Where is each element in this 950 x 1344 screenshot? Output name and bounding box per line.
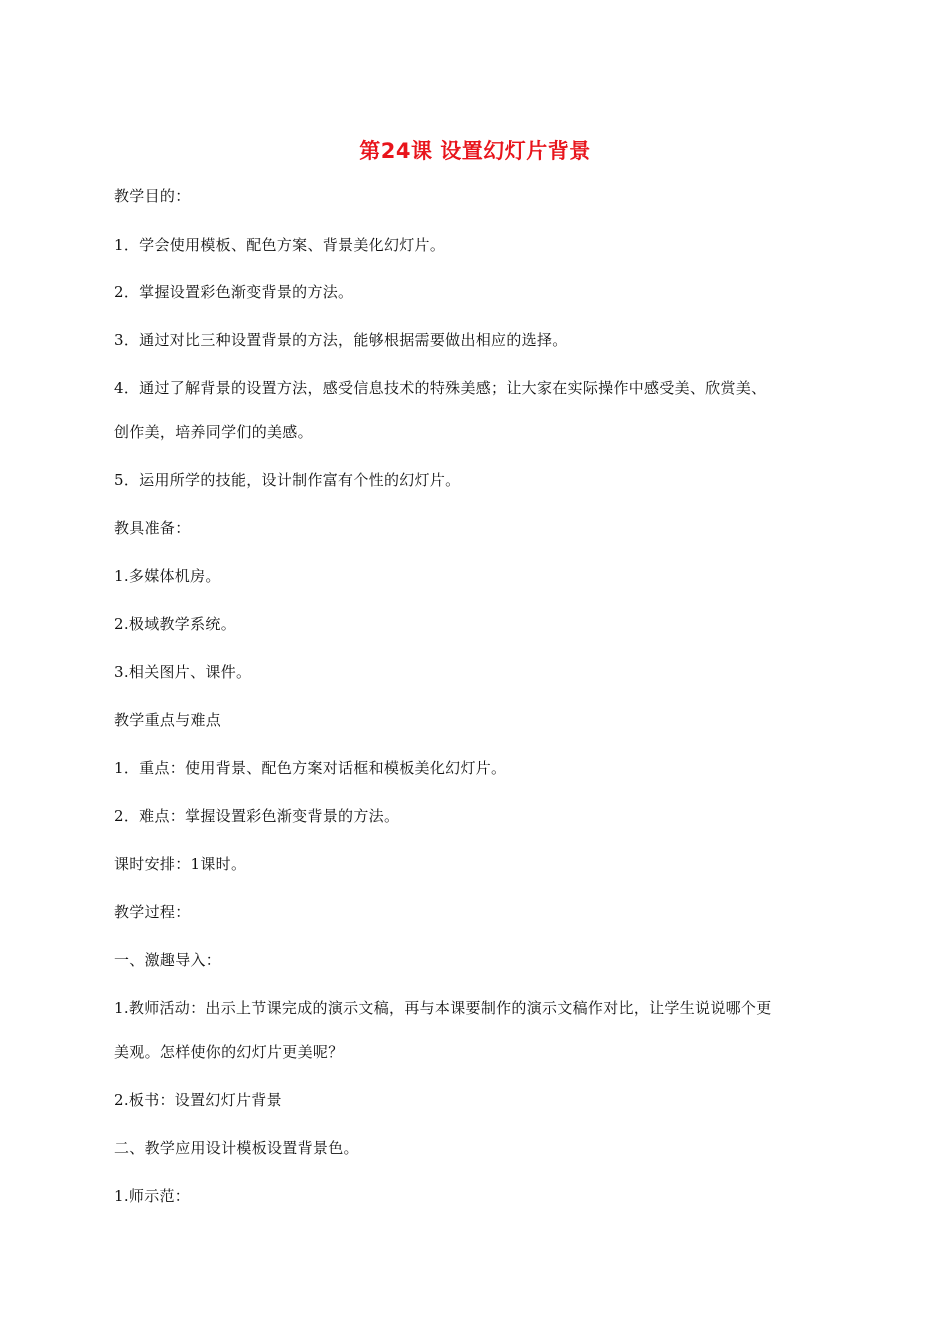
objective-item-2: 2．掌握设置彩色渐变背景的方法。	[114, 283, 354, 301]
material-item-3: 3.相关图片、课件。	[114, 663, 252, 681]
objective-item-4: 4．通过了解背景的设置方法，感受信息技术的特殊美感；让大家在实际操作中感受美、欣赏美、	[114, 379, 767, 397]
objective-item-1: 1．学会使用模板、配色方案、背景美化幻灯片。	[114, 236, 446, 254]
section-heading-process: 教学过程：	[114, 903, 191, 921]
process-step-1-item-1-continued: 美观。怎样使你的幻灯片更美呢？	[114, 1043, 344, 1061]
objective-item-3: 3．通过对比三种设置背景的方法，能够根据需要做出相应的选择。	[114, 331, 568, 349]
section-heading-objectives: 教学目的：	[114, 187, 191, 205]
schedule-line: 课时安排：1课时。	[114, 855, 247, 873]
difficulty-item: 2．难点：掌握设置彩色渐变背景的方法。	[114, 807, 400, 825]
material-item-1: 1.多媒体机房。	[114, 567, 221, 585]
objective-item-5: 5．运用所学的技能，设计制作富有个性的幻灯片。	[114, 471, 461, 489]
document-title: 第24课 设置幻灯片背景	[359, 139, 591, 163]
process-step-1-item-1: 1.教师活动：出示上节课完成的演示文稿，再与本课要制作的演示文稿作对比，让学生说说哪个更	[114, 999, 772, 1017]
process-step-1-item-2: 2.板书：设置幻灯片背景	[114, 1091, 282, 1109]
process-step-1-heading: 一、激趣导入：	[114, 951, 222, 969]
process-step-2-heading: 二、教学应用设计模板设置背景色。	[114, 1139, 359, 1157]
section-heading-materials: 教具准备：	[114, 519, 191, 537]
material-item-2: 2.极域教学系统。	[114, 615, 237, 633]
process-step-2-item-1: 1.师示范：	[114, 1187, 191, 1205]
objective-item-4-continued: 创作美，培养同学们的美感。	[114, 423, 313, 441]
section-heading-key-points: 教学重点与难点	[114, 711, 222, 729]
key-point-item: 1．重点：使用背景、配色方案对话框和模板美化幻灯片。	[114, 759, 507, 777]
